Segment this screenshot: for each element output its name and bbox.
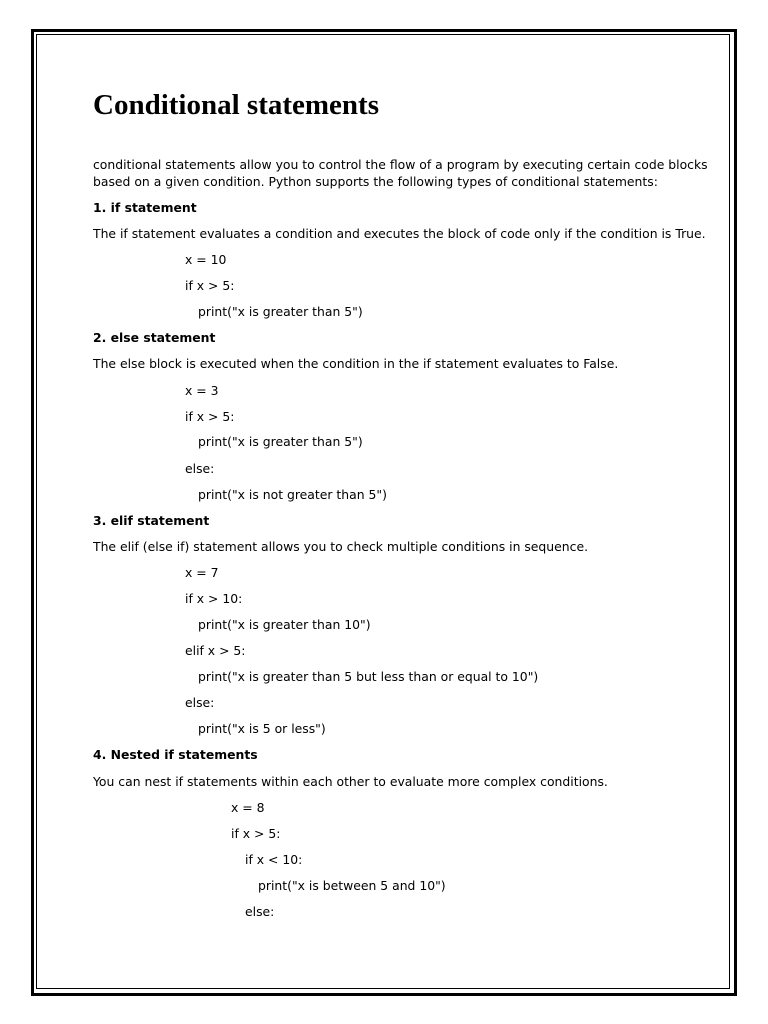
intro-line-2: based on a given condition. Python supports the following types of conditional statements: (93, 174, 658, 189)
section-heading-else: 2. else statement (93, 330, 216, 345)
code-line: else: (185, 695, 215, 710)
page-title: Conditional statements (93, 89, 379, 121)
section-desc-elif: The elif (else if) statement allows you to check multiple conditions in sequence. (93, 539, 589, 554)
code-line: if x > 5: (231, 826, 281, 841)
intro-line-1: conditional statements allow you to control the flow of a program by executing certain code blocks (93, 157, 708, 172)
section-desc-if: The if statement evaluates a condition and executes the block of code only if the condition is True. (93, 226, 706, 241)
code-line: print("x is greater than 10") (198, 617, 371, 632)
section-desc-else: The else block is executed when the condition in the if statement evaluates to False. (93, 356, 619, 371)
code-line: if x > 5: (185, 409, 235, 424)
code-line: print("x is greater than 5 but less than or equal to 10") (198, 669, 539, 684)
code-line: else: (245, 904, 275, 919)
code-line: else: (185, 461, 215, 476)
section-desc-nested: You can nest if statements within each other to evaluate more complex conditions. (93, 774, 608, 789)
code-line: if x < 10: (245, 852, 303, 867)
code-line: print("x is 5 or less") (198, 721, 326, 736)
code-line: x = 8 (231, 800, 265, 815)
code-line: elif x > 5: (185, 643, 246, 658)
code-line: print("x is between 5 and 10") (258, 878, 446, 893)
code-line: print("x is not greater than 5") (198, 487, 387, 502)
code-line: if x > 5: (185, 278, 235, 293)
code-line: x = 7 (185, 565, 219, 580)
section-heading-nested: 4. Nested if statements (93, 747, 258, 762)
code-line: print("x is greater than 5") (198, 304, 363, 319)
code-line: if x > 10: (185, 591, 243, 606)
section-heading-elif: 3. elif statement (93, 513, 210, 528)
code-line: x = 10 (185, 252, 227, 267)
code-line: x = 3 (185, 383, 219, 398)
section-heading-if: 1. if statement (93, 200, 197, 215)
code-line: print("x is greater than 5") (198, 434, 363, 449)
